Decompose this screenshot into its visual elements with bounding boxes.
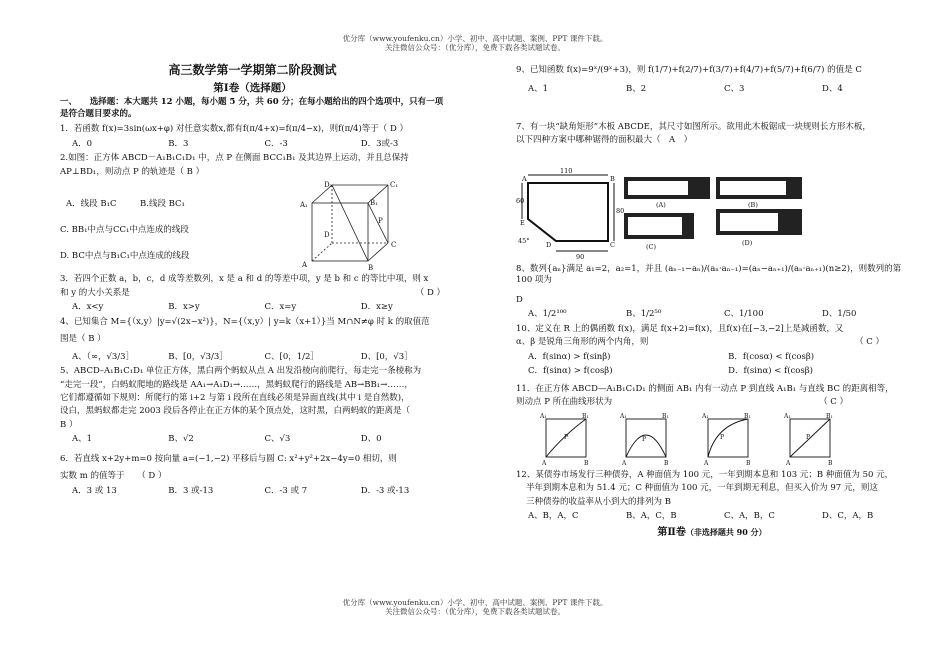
q8-line2: D (516, 294, 523, 305)
cube-figure (298, 181, 408, 273)
q11-line2-text: 则动点 P 所在曲线形状为 (516, 397, 613, 408)
header-line1: 优分库（www.youfenku.cn）小学、初中、高中试题、案例、PPT 课件下载。 (342, 34, 608, 43)
curve-d-label-b1: B₁ (826, 412, 833, 420)
question-11 (516, 384, 908, 467)
q12-line2: 半年到期本息和为 51.4 元；C 种面值为 100 元，一年到期无利息，但买入价为 97 元，则这 (526, 483, 878, 494)
q4-options (60, 352, 445, 363)
q8-options (516, 309, 908, 320)
q8-option-b: B、1/2⁵⁰ (626, 309, 662, 320)
q5-line3: 它们都遵循如下规则：所爬行的第 i+2 与第 i 段所在直线必须是异面直线(其中 i 是自然数)， (60, 392, 410, 403)
q2-option-b: B.线段 BC₁ (140, 199, 185, 210)
part2-note: （非选择题共 90 分） (685, 527, 767, 538)
q8-option-c: C、1/100 (724, 309, 764, 320)
cube-label-a: A (302, 261, 308, 270)
q3-option-a: A．x<y (72, 302, 104, 313)
board-label-angle: 45° (518, 236, 530, 245)
q12-line1: 12、某债券市场发行三种债券，A 种面值为 100 元，一年到期本息和 103 元；B 种面值为 50 元， (516, 469, 894, 480)
q9-option-c: C、3 (724, 84, 745, 95)
board-figure (516, 161, 806, 261)
q4-option-c: C、[0，1/2］ (264, 351, 319, 362)
q12-option-b: B、A，C，B (626, 510, 677, 521)
curve-options-figure (516, 411, 856, 467)
q2-option-a: A．线段 B₁C (66, 199, 117, 210)
board-option-b: (B) (748, 200, 758, 209)
q9-option-b: B、2 (626, 84, 647, 95)
curve-a-label-a1: A₁ (540, 412, 547, 420)
q9-options (516, 84, 908, 95)
cube-label-b: B (368, 264, 374, 273)
part2-title (516, 526, 908, 540)
footer-line2: 关注微信公众号：（优分库），免费下载各类试题试卷。 (385, 607, 565, 617)
cube-label-b1: B₁ (370, 199, 378, 208)
question-2 (60, 153, 445, 271)
q6-option-b: B．3 或-13 (168, 485, 214, 496)
q5-option-a: A、1 (72, 434, 93, 445)
q11-answer: （ C ） (819, 397, 848, 408)
cube-label-d1: D₁ (324, 181, 333, 190)
curve-d-label-a1: A₁ (784, 412, 791, 420)
curve-d-label-b: B (828, 459, 833, 467)
q1-stem: 1．若函数 f(x)=3sin(ωx+φ) 对任意实数x,都有f(π/4+x)=f(π/4−x)，则f(π/4)等于（ D ） (60, 124, 408, 135)
q5-options (60, 434, 445, 445)
curve-b-label-p: P (642, 435, 647, 443)
q12-option-c: C、A，B，C (724, 510, 775, 521)
curve-c-label-p: P (720, 433, 725, 441)
q5-option-d: D、0 (360, 434, 382, 445)
q5-line5: B ） (60, 419, 78, 430)
q10-line1: 10、定义在 R 上的偶函数 f(x)，满足 f(x+2)=f(x)，且f(x)在[−3,−2]上是减函数，又 (516, 323, 844, 334)
question-8 (516, 264, 908, 321)
question-6 (60, 454, 445, 497)
board-label-110: 110 (560, 166, 573, 175)
q10-options-row2 (516, 366, 908, 377)
q8-option-a: A、1/2¹⁰⁰ (528, 309, 567, 320)
q3-answer: （ D ） (415, 287, 445, 298)
q3-line1: 3．若四个正数 a，b，c，d 成等差数列，x 是 a 和 d 的等差中项，y 是 b 和 c 的等比中项，则 x (60, 274, 429, 285)
page-footer (0, 598, 950, 617)
header-line2: 关注微信公众号：（优分库），免费下载各类试题试卷。 (385, 43, 565, 53)
part2-label: 第Ⅱ卷 (657, 527, 686, 539)
q3-options (60, 302, 445, 313)
board-label-60: 60 (516, 196, 525, 205)
q12-options (516, 511, 908, 522)
part1-title: 第Ⅰ卷（选择题） (213, 82, 292, 95)
question-9 (516, 65, 908, 96)
q10-line2-text: α、β 是锐角三角形的两个内角，则 (516, 337, 649, 348)
right-column (516, 62, 908, 540)
q10-options-row1 (516, 352, 908, 363)
q10-option-a: A．f(sinα) > f(sinβ) (528, 351, 611, 362)
q10-line2 (516, 337, 908, 348)
q4-option-d: D、[0，√3］ (360, 351, 413, 362)
q10-option-c: C．f(sinα) > f(cosβ) (528, 366, 613, 377)
q12-option-d: D、C，A，B (822, 510, 874, 521)
q7-line2: 以下四种方案中哪种锯得的面积最大（ A ） (516, 135, 693, 146)
curve-d-label-p: P (806, 433, 811, 441)
board-label-a: A (522, 174, 527, 183)
curve-c-label-b1: B₁ (744, 412, 751, 420)
section1-instructions: 一、 选择题：本大题共 12 小题，每小题 5 分，共 60 分；在每小题给出的四个选项中，只有一项是符合题目要求的。 (60, 97, 444, 119)
curve-a-label-b: B (584, 459, 589, 467)
left-column (60, 62, 445, 500)
q6-option-a: A．3 或 13 (72, 485, 117, 496)
question-5 (60, 366, 445, 446)
q4-line1: 4、已知集合 M={（x,y）|y=√(2x−x²)}，N={（x,y）| y=k（x+1）}当 M∩N≠φ 时 k 的取值范 (60, 316, 430, 327)
exam-title: 高三数学第一学期第二阶段测试 (168, 63, 337, 77)
cube-label-p: P (378, 217, 383, 226)
q1-options (60, 139, 445, 150)
curve-b-label-b: B (664, 459, 669, 467)
question-7 (516, 122, 908, 261)
board-label-80: 80 (616, 206, 625, 215)
q10-option-b: B．f(cosα) < f(cosβ) (728, 351, 815, 362)
q3-line2 (60, 288, 445, 299)
q5-line2: “走完一段”，白蚂蚁爬地的路线是 AA₁→A₁D₁→……，黑蚂蚁爬行的路线是 AB→BB₁→……， (60, 379, 413, 390)
q4-option-a: A、（∞，√3/3］ (72, 351, 135, 362)
q6-option-d: D．-3 或-13 (360, 485, 410, 496)
question-4 (60, 317, 445, 363)
q6-answer: （ D ） (141, 471, 167, 482)
curve-b-label-b1: B₁ (662, 412, 669, 420)
q1-option-d: D．3或-3 (360, 138, 399, 149)
q9-option-a: A、1 (528, 84, 549, 95)
q7-line1: 7、有一块“缺角矩形”木板 ABCDE，其尺寸如图所示。欲用此木板锯成一块规则长方形木板， (516, 121, 871, 132)
q4-option-b: B、[0，√3/3］ (168, 351, 228, 362)
q9-option-d: D、4 (822, 84, 843, 95)
q4-line2: 围是（ B ） (60, 334, 106, 345)
q3-line2-text: 和 y 的大小关系是 (60, 287, 130, 298)
curve-a-label-a: A (542, 459, 547, 467)
curve-b-label-a: A (622, 459, 627, 467)
board-label-c: C (610, 240, 615, 249)
q6-line1: 6．若直线 x+2y+m=0 按向量 a=(−1,−2) 平移后与圆 C: x²+y²+2x−4y=0 相切，则 (60, 453, 397, 464)
curve-a-label-b1: B₁ (582, 412, 589, 420)
board-label-90: 90 (576, 252, 585, 261)
q3-option-b: B．x>y (168, 302, 200, 313)
board-label-e: E (520, 218, 525, 227)
curve-c-label-b: B (746, 459, 751, 467)
question-10 (516, 324, 908, 378)
board-label-d: D (546, 240, 552, 249)
q5-line1: 5、ABCD–A₁B₁C₁D₁ 单位正方体，黑白两个蚂蚁从点 A 出发沿棱向前爬行，每走完一条棱称为 (60, 366, 422, 377)
q5-option-b: B、√2 (168, 434, 194, 445)
q8-option-d: D、1/50 (822, 309, 857, 320)
curve-c-label-a: A (704, 459, 709, 467)
q10-option-d: D．f(sinα) < f(cosβ) (728, 366, 814, 377)
q6-options (60, 486, 445, 497)
curve-a-label-p: P (564, 433, 569, 441)
cube-label-d: D (324, 231, 330, 240)
q2-option-d: D. BC中点与B₁C₁中点连成的线段 (60, 251, 190, 262)
q6-option-c: C．-3 或 7 (264, 485, 308, 496)
q1-option-a: A．0 (72, 138, 93, 149)
q11-line2 (516, 397, 908, 408)
q9-stem: 9、已知函数 f(x)=9ˣ/(9ˣ+3)，则 f(1/7)+f(2/7)+f(3/7)+f(4/7)+f(5/7)+f(6/7) 的值是 C (516, 65, 862, 75)
curve-d-label-a: A (786, 459, 791, 467)
q11-line1: 11．在正方体 ABCD—A₁B₁C₁D₁ 的侧面 AB₁ 内有一动点 P 到直线 A₁B₁ 与直线 BC 的距离相等， (516, 383, 894, 394)
curve-c-label-a1: A₁ (702, 412, 709, 420)
q10-answer: （ C ） (855, 337, 884, 348)
board-option-d: (D) (742, 238, 753, 247)
q3-option-d: D．x≥y (360, 302, 393, 313)
board-label-b: B (610, 174, 615, 183)
question-1 (60, 124, 445, 150)
q6-line2 (60, 471, 445, 482)
q6-line2-text: 实数 m 的值等于 (60, 471, 125, 482)
q12-line3: 三种债券的收益率从小到大的排列为 B (526, 496, 671, 507)
q3-option-c: C．x=y (264, 302, 297, 313)
cube-label-a1: A₁ (300, 201, 308, 210)
q1-option-c: C．-3 (264, 138, 288, 149)
cube-label-c: C (391, 241, 397, 250)
page-header (0, 34, 950, 53)
board-option-a: (A) (656, 200, 666, 209)
q1-option-b: B．3 (168, 138, 189, 149)
cube-label-c1: C₁ (390, 181, 399, 190)
board-option-c: (C) (646, 242, 657, 251)
q5-option-c: C、√3 (264, 434, 291, 445)
q2-line2: AP⊥BD₁，则动点 P 的轨迹是（ B ） (60, 166, 205, 177)
q5-line4: 设白，黑蚂蚁都走完 2003 段后各停止在正方体的某个顶点处，这时黑，白两蚂蚁的距离是（ (60, 406, 411, 417)
footer-line1: 优分库（www.youfenku.cn）小学、初中、高中试题、案例、PPT 课件下载。 (342, 598, 608, 607)
question-12 (516, 470, 908, 523)
q8-line1: 8、数列{aₙ}满足 a₁=2，a₂=1，并且 (aₙ₋₁−aₙ)/(aₙ·aₙ₋₁)=(aₙ−aₙ₊₁)/(aₙ·aₙ₊₁)(n≥2)，则数列的第 100 项为 (516, 263, 902, 286)
q2-line1: 2.如图：正方体 ABCD－A₁B₁C₁D₁ 中，点 P 在侧面 BCC₁B₁ 及其边界上运动，并且总保持 (60, 153, 409, 164)
q12-option-a: A、B，A，C (528, 510, 579, 521)
question-3 (60, 274, 445, 313)
curve-b-label-a1: A₁ (620, 412, 627, 420)
q2-option-c: C. BB₁中点与CC₁中点连成的线段 (60, 225, 189, 236)
